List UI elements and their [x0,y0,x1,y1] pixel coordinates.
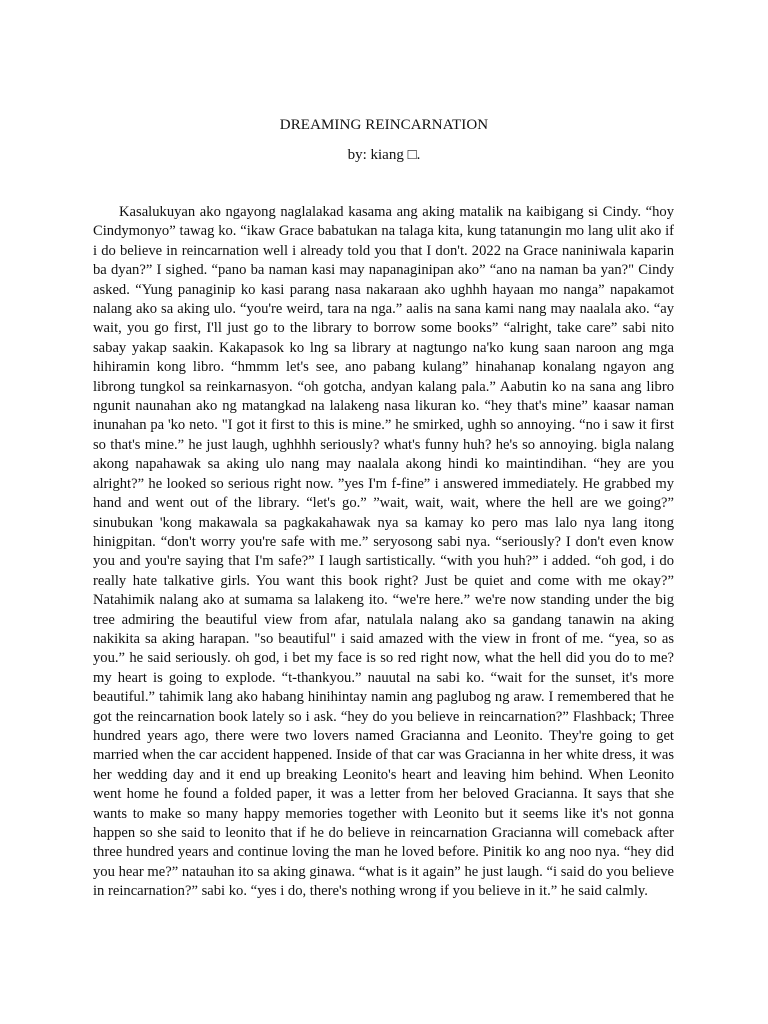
byline-glyph: □ [407,147,417,163]
byline-author: by: kiang [347,147,408,163]
document-body: Kasalukuyan ako ngayong naglalakad kasama ang aking matalik na kaibigang si Cindy. “hoy Cindymonyo” tawag ko. “ikaw Grace babatukan na talaga kita, kung tatanungin mo lang ulit ako if i do believe in reincarnation well i already told you that I don't. 2022 na Grace naniniwala kaparin ba dyan?” I sighed. “pano ba naman kasi may napanaginipan ako” “ano na naman ba yan?" Cindy asked. “Yung panaginip ko kasi parang nasa nakaraan ako ughhh hayaan mo nanga” napakamot nalang ako sa aking ulo. “you're weird, tara na nga.” aalis na sana kami nang may naalala ako. “ay wait, you go first, I'll just go to the library to borrow some books” “alright, take care” sabi nito sabay yakap saakin. Kakapasok ko lng sa library at nagtungo na'ko kung saan naroon ang mga hihiramin kong libro. “hmmm let's see, ano pabang kulang” hinahanap konalang ngayon ang librong tungkol sa reinkarnasyon. “oh gotcha, andyan kalang pala.” Aabutin ko na sana ang libro ngunit naunahan ako ng matangkad na lalakeng nasa likuran ko. “hey that's mine” kaasar naman inunahan pa 'ko neto. "I got it first to this is mine.” he smirked, ughh so annoying. “no i saw it first so that's mine.” he just laugh, ughhhh seriously? what's funny huh? he's so annoying. bigla nalang akong napahawak sa aking ulo nang may naalala akong hindi ko maintindihan. “hey are you alright?” he looked so serious right now. ”yes I'm f-fine” i answered immediately. He grabbed my hand and went out of the library. “let's go.” ”wait, wait, wait, where the hell are we going?” sinubukan 'kong makawala sa pagkakahawak nya sa kamay ko pero mas lalo nya lang itong hinigpitan. “don't worry you're safe with me.” seryosong sabi nya. “seriously? I don't even know you and you're saying that I'm safe?” I laugh sartistically. “with you huh?” i added. “oh god, i do really hate talkative girls. You want this book right? Just be quiet and come with me okay?” Natahimik nalang ako at sumama sa lalakeng ito. “we're here.” we're now standing under the big tree admiring the beautiful view from afar, natulala nalang ako sa gandang tanawin na aking nakikita sa aking harapan. "so beautiful" i said amazed with the view in front of me. “yea, so as you.” he said seriously. oh god, i bet my face is so red right now, what the hell did you do to me? my heart is going to explode. “t-thankyou.” nauutal na sabi ko. “wait for the sunset, it's more beautiful.” tahimik lang ako habang hinihintay namin ang paglubog ng araw. I remembered that he got the reincarnation book lately so i ask. “hey do you believe in reincarnation?” Flashback; Three hundred years ago, there were two lovers named Gracianna and Leonito. They're going to get married when the car accident happened. Inside of that car was Gracianna in her white dress, it was her wedding day and it end up breaking Leonito's heart and leaving him behind. When Leonito went home he found a folded paper, it was a letter from her beloved Gracianna. It says that she wants to make so many happy memories together with Leonito but it seems like it's not gonna happen so she said to leonito that if he do believe in reincarnation Gracianna will comeback after three hundred years and continue loving the man he loved before. Pinitik ko ang noo nya. “hey did you hear me?” natauhan ito sa aking ginawa. “what is it again” he just laugh. “i said do you believe in reincarnation?” sabi ko. “yes i do, there's nothing wrong if you believe in it.” he said calmly. [93,204,674,900]
byline-period: . [416,147,421,163]
document-title: DREAMING REINCARNATION [279,117,489,133]
document-byline [0,146,768,164]
